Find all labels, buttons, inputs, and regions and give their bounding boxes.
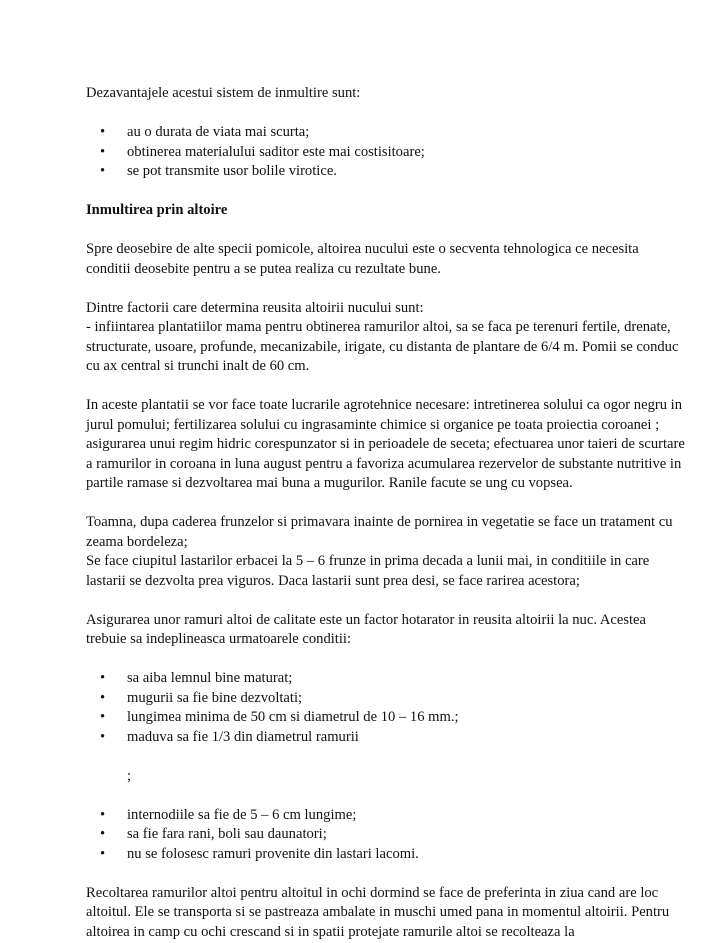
document-page — [86, 84, 686, 942]
paragraph-2-line-1: Dintre factorii care determina reusita altoirii nucului sunt: — [86, 299, 424, 316]
spacer — [86, 650, 686, 670]
spacer — [86, 864, 686, 884]
spacer — [86, 786, 686, 806]
paragraph-1: Spre deosebire de alte specii pomicole, altoirea nucului este o secventa tehnologica ce necesita conditii deosebite pentru a se putea realiza cu rezultate bune. — [86, 241, 639, 277]
section-heading: Inmultirea prin altoire — [86, 202, 228, 218]
conditions-list-b — [86, 806, 686, 865]
spacer — [86, 279, 686, 299]
intro-text: Dezavantajele acestui sistem de inmultire sunt: — [86, 85, 361, 101]
spacer — [86, 747, 686, 767]
list-item: • maduva sa fie 1/3 din diametrul ramurii — [100, 728, 686, 748]
spacer — [86, 221, 686, 241]
list-item: • sa fie fara rani, boli sau daunatori; — [100, 825, 686, 845]
list-item: • se pot transmite usor bolile virotice. — [100, 162, 686, 182]
list-item: • sa aiba lemnul bine maturat; — [100, 669, 686, 689]
conditions-list-a — [86, 669, 686, 747]
paragraph-3: In aceste plantatii se vor face toate lucrarile agrotehnice necesare: intretinerea solului ca ogor negru in jurul pomului; fertilizarea solului cu ingrasaminte chimice si organice pe toata proiectia coroanei ; asigurarea unui regim hidric corespunzator si in perioadele de seceta; efectuarea unor taieri de scurtare a ramurilor in coroana in luna august pentru a favoriza acumularea rezervelor de substante nutritive in partile ramase si dezvoltarea mai buna a mugurilor. Ranile facute se ung cu vopsea. — [86, 397, 685, 491]
list-item: • au o durata de viata mai scurta; — [100, 123, 686, 143]
list-item: • mugurii sa fie bine dezvoltati; — [100, 689, 686, 709]
orphan-semicolon: ; — [127, 767, 132, 784]
paragraph-5: Asigurarea unor ramuri altoi de calitate este un factor hotarator in reusita altoirii la nuc. Acestea trebuie sa indeplineasca urmatoarele conditii: — [86, 611, 647, 647]
list-item: • obtinerea materialului saditor este mai costisitoare; — [100, 143, 686, 163]
paragraph-2-line-2: - infiintarea plantatiilor mama pentru obtinerea ramurilor altoi, sa se faca pe terenuri fertile, drenate, structurate, usoare, profunde, mecanizabile, irigate, cu distanta de plantare de 6/4 m. Pomii se conduc cu ax central si trunchi inalt de 60 cm. — [86, 319, 679, 374]
spacer — [86, 104, 686, 124]
spacer — [86, 494, 686, 514]
spacer — [86, 377, 686, 397]
list-item: • internodiile sa fie de 5 – 6 cm lungime; — [100, 806, 686, 826]
list-item: • lungimea minima de 50 cm si diametrul de 10 – 16 mm.; — [100, 708, 686, 728]
paragraph-4-line-2: Se face ciupitul lastarilor erbacei la 5 – 6 frunze in prima decada a lunii mai, in conditiile in care lastarii se dezvolta prea viguros. Daca lastarii sunt prea desi, se face rarirea acestora; — [86, 553, 650, 589]
list-item: • nu se folosesc ramuri provenite din lastari lacomi. — [100, 845, 686, 865]
paragraph-6: Recoltarea ramurilor altoi pentru altoitul in ochi dormind se face de preferinta in ziua cand are loc altoitul. Ele se transporta si se pastreaza ambalate in muschi umed pana in momentul altoirii. Pentru altoirea in camp cu ochi crescand si in spatii protejate ramurile altoi se recolteaza la — [86, 884, 670, 940]
disadvantages-list — [86, 123, 686, 182]
spacer — [86, 591, 686, 611]
spacer — [86, 182, 686, 202]
paragraph-4-line-1: Toamna, dupa caderea frunzelor si primavara inainte de pornirea in vegetatie se face un tratament cu zeama bordeleza; — [86, 514, 673, 550]
